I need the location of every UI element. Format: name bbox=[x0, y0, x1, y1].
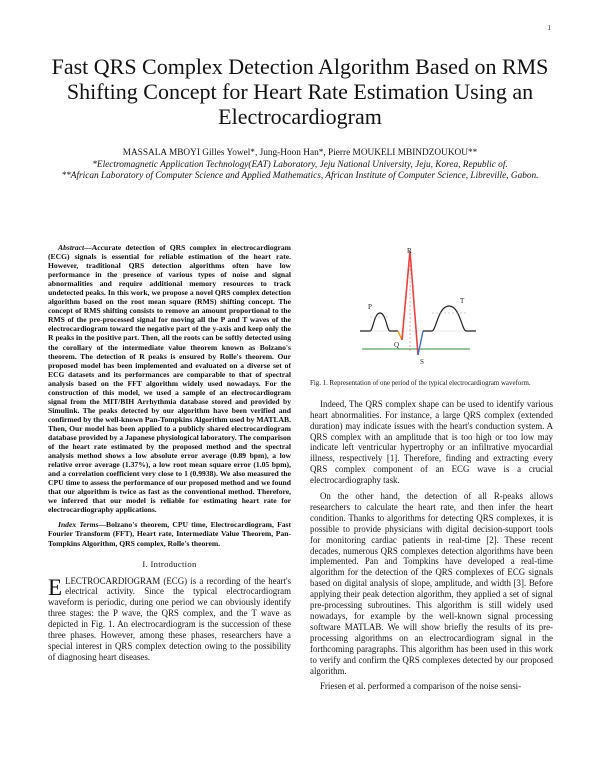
page-number: 1 bbox=[547, 24, 551, 32]
ecg-figure bbox=[310, 243, 553, 373]
right-paragraph-2: On the other hand, the detection of all R-peaks allows researchers to calculate the heart rate, and then infer the heart condition. Thanks to algorithms for detecting QRS complexes, it is possible to provide physicians with digital decision-support tools for monitoring cardiac patients in real-time [2]. These recent decades, numerous QRS complexes detection algorithms have been implemented. Pan and Tompkins have developed a real-time algorithm for the detection of the QRS complexes of ECG signals based on digital analysis of slope, amplitude, and width [3]. Before applying their peak detection algorithm, they applied a set of signal pre-processing subroutines. This algorithm is still widely used nowadays, for example by the well-known signal processing software MATLAB. We will show briefly the results of its pre-processing algorithms on an electrocardiogram signal in the forthcoming paragraphs. This algorithm has been used in this work to verify and confirm the QRS complexes detected by our proposed algorithm. bbox=[310, 491, 553, 676]
index-terms-label: Index Terms bbox=[58, 520, 99, 530]
label-r: R bbox=[407, 247, 412, 255]
label-s: S bbox=[420, 358, 424, 366]
right-paragraph-3: Friesen et al. performed a comparison of the noise sensi- bbox=[320, 681, 522, 692]
right-paragraph-1: Indeed, The QRS complex shape can be used to identify various heart abnormalities. For instance, a large QRS complex (extended duration) may indicate issues with the heart's conduction system. A QRS complex with an amplitude that is too high or too low may indicate left ventricular hypertrophy or an infiltrative myocardial illness, respectively [1]. Therefore, finding and extracting every QRS complex component of an ECG wave is a crucial electrocardiography task. bbox=[310, 398, 553, 486]
index-terms-text: —Bolzano's theorem, CPU time, Electrocardiogram, Fast Fourier Transform (FFT), Heart rate, Intermediate Value Theorem, Pan-Tompkins Algorithm, QRS complex, Rolle's theorem. bbox=[48, 520, 291, 548]
t-wave bbox=[423, 306, 476, 331]
drop-cap: E bbox=[48, 574, 63, 600]
paper-title: Fast QRS Complex Detection Algorithm Based on RMS Shifting Concept for Heart Rate Estimation Using an Electrocardiogram bbox=[51, 54, 549, 129]
index-terms bbox=[48, 520, 291, 547]
abstract bbox=[48, 243, 291, 514]
label-t: T bbox=[460, 297, 465, 305]
label-q: Q bbox=[394, 341, 400, 349]
section-heading-introduction: I. Introduction bbox=[142, 558, 197, 569]
authors-line: MASSALA MBOYI Gilles Yowel*, Jung-Hoon Han*, Pierre MOUKELI MBINDZOUKOU** bbox=[122, 148, 478, 158]
right-column bbox=[310, 243, 553, 692]
s-wave bbox=[418, 331, 423, 355]
p-wave bbox=[360, 313, 398, 331]
authors-block bbox=[40, 148, 560, 183]
abstract-label: Abstract bbox=[58, 243, 85, 252]
left-column bbox=[48, 243, 291, 663]
abstract-text: —Accurate detection of QRS complex in electrocardiogram (ECG) signals is essential for reliable estimation of the heart rate. However, traditional QRS detection algorithms often have low performance in the presence of various types of noise and signal abnormalities and require additional memory resources to track undetected peaks. In this work, we propose a novel QRS complex detection algorithm based on the root mean square (RMS) shifting concept. The concept of RMS shifting consists to remove an amount proportional to the RMS of the pre-processed signal for moving all the P and T waves of the electrocardiogram toward the negative part of the y-axis and keep only the R peaks in the positive part. Then, all the roots can be softly detected using the corollary of the intermediate value theorem known as Bolzano's theorem. The detection of R peaks is ensured by Rolle's theorem. Our proposed model has been implemented and evaluated on a diverse set of ECG datasets and its performances are comparable to that of spectral analysis based on the FFT algorithm widely used nowadays. For the construction of this model, we used a sample of an electrocardiogram signal from the MIT/BIH Arrhythmia database stored and provided by Simulink. The peaks detected by our algorithm have been verified and confirmed by the well-known Pan-Tompkins Algorithm used by MATLAB. Then, Our model has been applied to a publicly shared electrocardiogram database provided by a Japanese physiological laboratory. The comparison of the heart rate estimated by the proposed method and the spectral analysis method shows a low absolute error average (0.89 bpm), a low relative error average (1.37%), a low root mean square error (1.05 bpm), and a correlation coefficient very close to 1 (0.9938). We also measured the CPU time to assess the performance of our proposed method and we found that our algorithm is twice as fast as the conventional method. Therefore, we inferred that our model is reliable for estimating heart rate for electrocardiography applications. bbox=[48, 243, 291, 515]
intro-paragraph-text: LECTROCARDIOGRAM (ECG) is a recording of the heart's electrical activity. Since the typical electrocardiogram waveform is periodic, during one period we can obviously identify three stages: the P wave, the QRS complex, and the T wave as depicted in Fig. 1. An electrocardiogram is the succession of these three phases. However, among these phases, researchers have a special interest in QRS complex detection owing to the possibility of diagnosing heart diseases. bbox=[48, 575, 291, 662]
affiliation-2: **African Laboratory of Computer Science and Applied Mathematics, African Institute of Computer Science, Libreville, Gabon. bbox=[61, 171, 539, 181]
intro-paragraph bbox=[48, 576, 291, 663]
ecg-waveform-diagram bbox=[310, 243, 553, 373]
affiliation-1: *Electromagnetic Application Technology(EAT) Laboratory, Jeju National University, Jeju, Korea, Republic of. bbox=[92, 159, 508, 170]
figure-caption: Fig. 1. Representation of one period of the typical electrocardiogram waveform. bbox=[310, 380, 531, 387]
label-p: P bbox=[368, 303, 372, 311]
